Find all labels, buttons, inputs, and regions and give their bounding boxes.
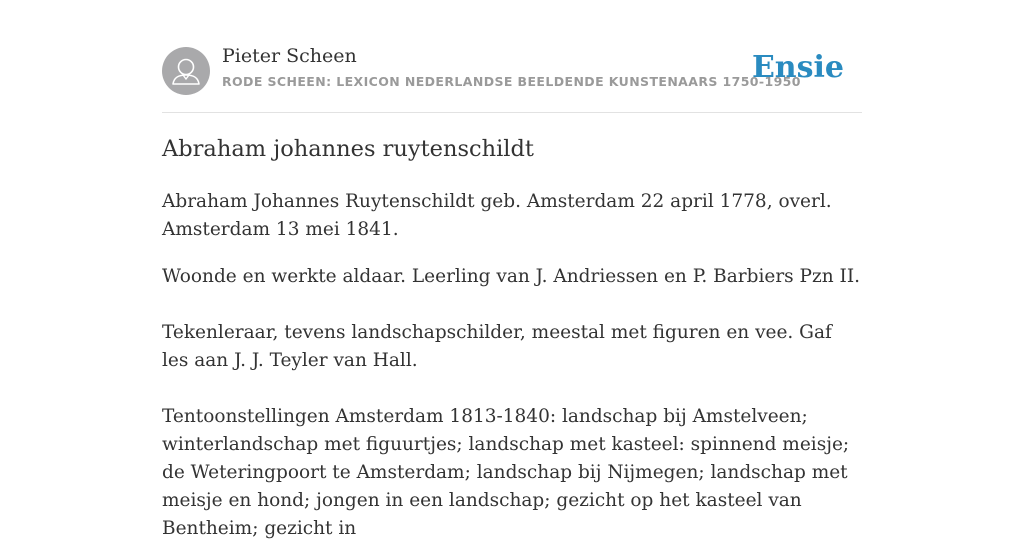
paragraph: Tentoonstellingen Amsterdam 1813-1840: landschap bij Amstelveen; winterlandschap met figuurtjes; landschap met kasteel: spinnend meisje; de Weteringpoort te Amsterdam; landschap bij Nijmegen; landschap met meisje en hond; jongen in een landschap; gezicht op het kasteel van Bentheim; gezicht in <box>162 406 850 539</box>
header <box>162 0 862 113</box>
paragraph: Tekenleraar, tevens landschapschilder, meestal met figuren en vee. Gaf les aan J. J. Teyler van Hall. <box>162 322 832 371</box>
author-name[interactable]: Pieter Scheen <box>222 45 357 67</box>
avatar[interactable] <box>162 47 210 95</box>
page <box>162 0 862 539</box>
article-body <box>162 188 862 543</box>
brand-logo[interactable]: Ensie <box>751 50 844 85</box>
paragraph: Abraham Johannes Ruytenschildt geb. Amsterdam 22 april 1778, overl. Amsterdam 13 mei 1841. <box>162 191 832 240</box>
paragraph: Woonde en werkte aldaar. Leerling van J. Andriessen en P. Barbiers Pzn II. <box>162 266 861 287</box>
source-title[interactable]: RODE SCHEEN: LEXICON NEDERLANDSE BEELDENDE KUNSTENAARS 1750-1950 <box>222 74 801 89</box>
user-silhouette-icon <box>162 47 210 95</box>
article-title: Abraham johannes ruytenschildt <box>162 136 534 162</box>
